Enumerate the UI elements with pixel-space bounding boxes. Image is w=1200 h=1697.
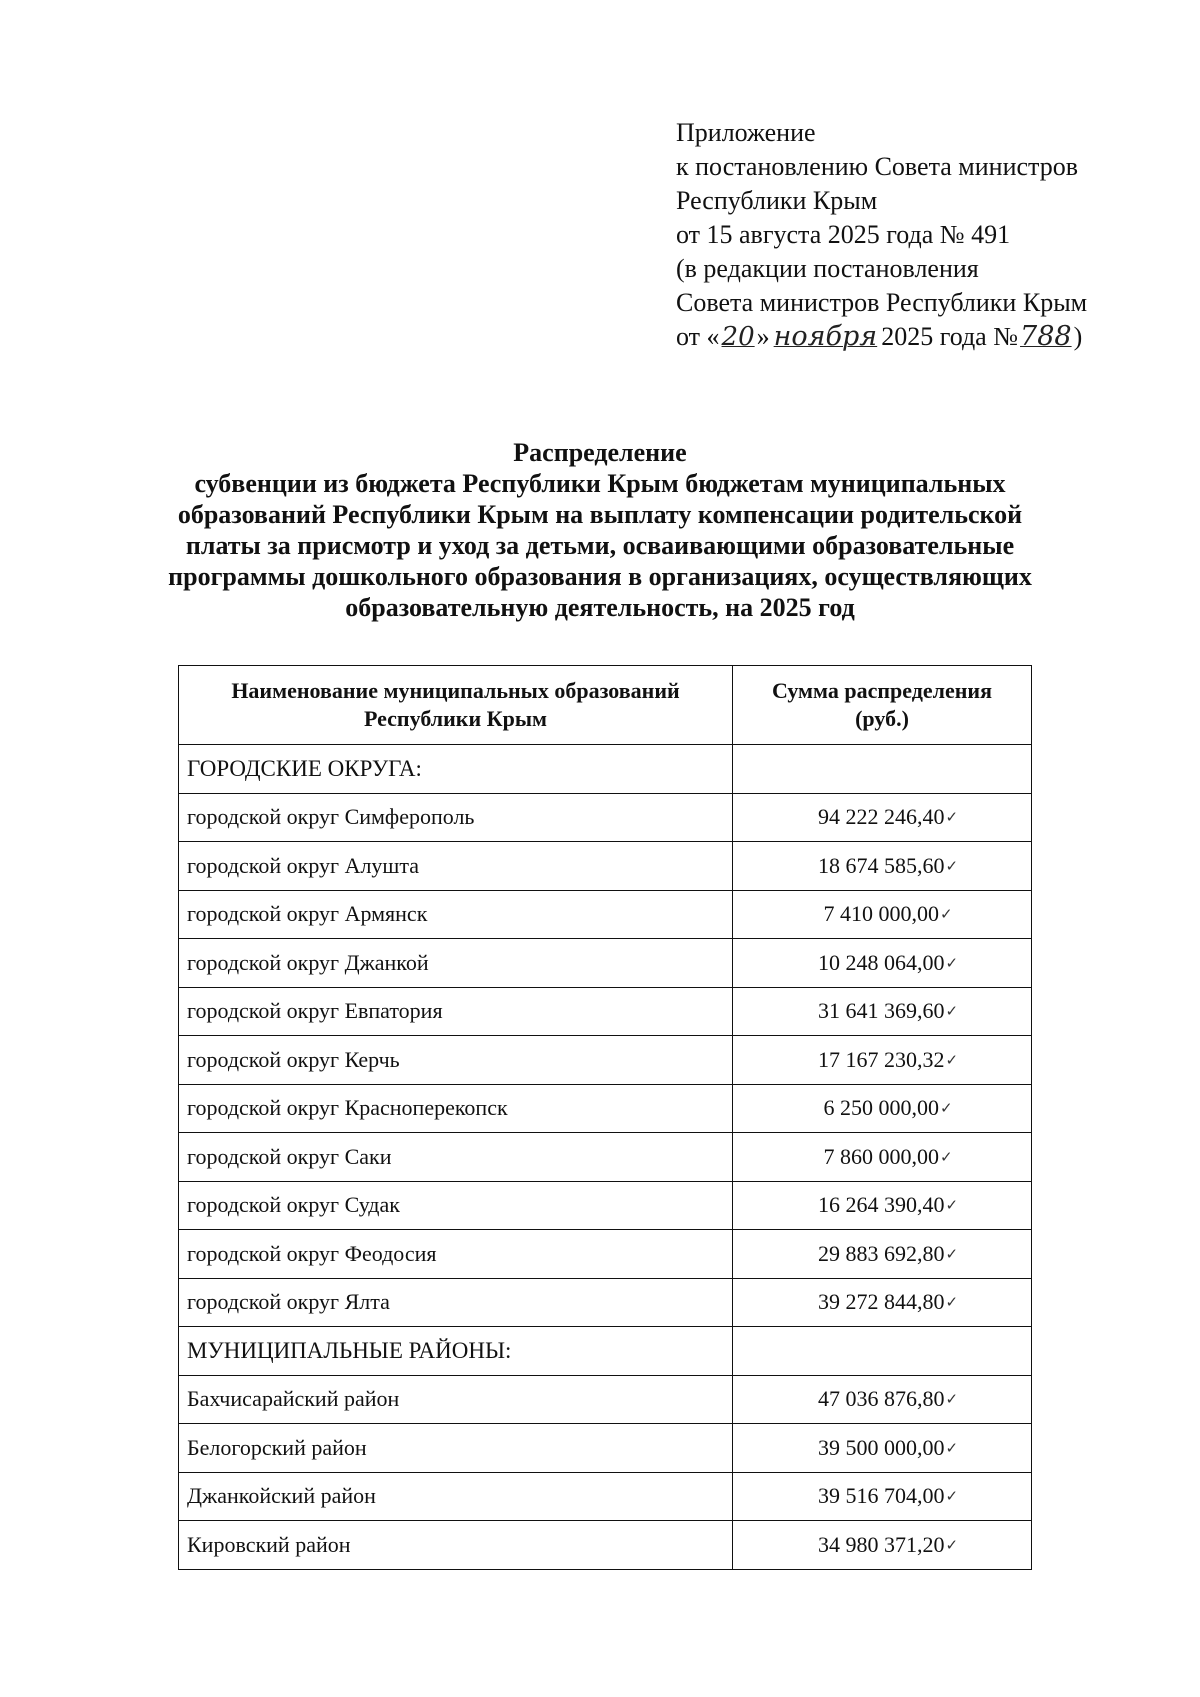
amount-value: 39 516 704,00 <box>817 1483 945 1509</box>
edition-suffix: ) <box>1073 322 1083 351</box>
table-body <box>179 745 1032 1570</box>
table-row <box>179 793 1032 842</box>
municipality-name: городской округ Армянск <box>179 890 733 939</box>
table-row <box>179 1472 1032 1521</box>
amount-value: 39 272 844,80 <box>817 1289 945 1315</box>
title-line: субвенции из бюджета Республики Крым бюджетам муниципальных <box>194 469 1006 498</box>
municipality-name: городской округ Ялта <box>179 1278 733 1327</box>
amount-cell <box>733 939 1032 988</box>
checkmark-icon: ✓ <box>945 1489 959 1506</box>
checkmark-icon: ✓ <box>945 1392 959 1409</box>
municipality-name: городской округ Евпатория <box>179 987 733 1036</box>
annex-line: Приложение <box>676 118 816 147</box>
table-row <box>179 842 1032 891</box>
checkmark-icon: ✓ <box>945 1295 959 1312</box>
distribution-table <box>178 665 1032 1570</box>
amount-cell <box>733 1133 1032 1182</box>
annex-line: от 15 августа 2025 года № 491 <box>676 220 1011 249</box>
municipality-name: городской округ Феодосия <box>179 1230 733 1279</box>
section-row <box>179 1327 1032 1376</box>
amount-value: 94 222 246,40 <box>817 804 945 830</box>
amount-cell <box>733 1084 1032 1133</box>
checkmark-icon: ✓ <box>945 858 959 875</box>
municipality-name: городской округ Алушта <box>179 842 733 891</box>
checkmark-icon: ✓ <box>945 1004 959 1021</box>
document-title <box>140 437 1060 623</box>
checkmark-icon: ✓ <box>939 907 953 924</box>
header-amount-line2: (руб.) <box>855 706 909 731</box>
amount-cell <box>733 842 1032 891</box>
municipality-name: городской округ Судак <box>179 1181 733 1230</box>
amount-cell <box>733 745 1032 794</box>
municipality-name: городской округ Джанкой <box>179 939 733 988</box>
handwritten-day: 20 <box>721 322 755 352</box>
table-row <box>179 1036 1032 1085</box>
title-line: платы за присмотр и уход за детьми, осваивающими образовательные <box>185 531 1015 560</box>
municipality-name: городской округ Красноперекопск <box>179 1084 733 1133</box>
edition-year: 2025 года № <box>881 322 1019 351</box>
header-municipality-line1: Наименование муниципальных образований <box>231 678 680 703</box>
amount-value: 39 500 000,00 <box>817 1434 945 1460</box>
checkmark-icon: ✓ <box>945 955 959 972</box>
amount-cell <box>733 1521 1032 1570</box>
amount-cell <box>733 1375 1032 1424</box>
annex-block <box>676 116 1087 354</box>
municipality-name: Бахчисарайский район <box>179 1375 733 1424</box>
annex-line: Совета министров Республики Крым <box>676 288 1088 317</box>
table-row <box>179 1181 1032 1230</box>
amount-cell <box>733 890 1032 939</box>
amount-cell <box>733 1181 1032 1230</box>
handwritten-month: ноября <box>773 321 878 352</box>
handwritten-number: 788 <box>1020 321 1072 352</box>
table-row <box>179 939 1032 988</box>
checkmark-icon: ✓ <box>945 810 959 827</box>
checkmark-icon: ✓ <box>945 1440 959 1457</box>
amount-value: 29 883 692,80 <box>817 1240 945 1266</box>
table-row <box>179 987 1032 1036</box>
amount-value: 18 674 585,60 <box>817 852 945 878</box>
title-line: Распределение <box>513 438 687 467</box>
annex-edition-date-line <box>676 320 1087 354</box>
header-municipality <box>179 666 733 745</box>
table-row <box>179 1084 1032 1133</box>
table-row <box>179 1424 1032 1473</box>
amount-cell <box>733 1036 1032 1085</box>
amount-value: 31 641 369,60 <box>817 998 945 1024</box>
table-row <box>179 1375 1032 1424</box>
amount-value: 16 264 390,40 <box>817 1192 945 1218</box>
annex-line: Республики Крым <box>676 186 878 215</box>
municipality-name: МУНИЦИПАЛЬНЫЕ РАЙОНЫ: <box>179 1327 733 1376</box>
table-row <box>179 890 1032 939</box>
municipality-name: Кировский район <box>179 1521 733 1570</box>
edition-sep: » <box>756 322 770 351</box>
checkmark-icon: ✓ <box>945 1052 959 1069</box>
amount-value: 17 167 230,32 <box>817 1046 945 1072</box>
municipality-name: городской округ Керчь <box>179 1036 733 1085</box>
municipality-name: городской округ Саки <box>179 1133 733 1182</box>
annex-line: к постановлению Совета министров <box>676 152 1078 181</box>
checkmark-icon: ✓ <box>939 1149 953 1166</box>
municipality-name: Белогорский район <box>179 1424 733 1473</box>
checkmark-icon: ✓ <box>945 1537 959 1554</box>
title-line: программы дошкольного образования в организациях, осуществляющих <box>168 562 1032 591</box>
header-amount-line1: Сумма распределения <box>771 678 992 703</box>
table-row <box>179 1230 1032 1279</box>
municipality-name: городской округ Симферополь <box>179 793 733 842</box>
title-line: образовательную деятельность, на 2025 год <box>345 593 855 622</box>
checkmark-icon: ✓ <box>939 1101 953 1118</box>
municipality-name: Джанкойский район <box>179 1472 733 1521</box>
table-header-row <box>179 666 1032 745</box>
checkmark-icon: ✓ <box>945 1246 959 1263</box>
amount-cell <box>733 987 1032 1036</box>
section-row <box>179 745 1032 794</box>
header-municipality-line2: Республики Крым <box>363 706 547 731</box>
amount-cell <box>733 793 1032 842</box>
amount-cell <box>733 1327 1032 1376</box>
amount-value: 6 250 000,00 <box>823 1095 939 1121</box>
table-row <box>179 1133 1032 1182</box>
amount-cell <box>733 1278 1032 1327</box>
header-amount <box>733 666 1032 745</box>
edition-prefix: от « <box>676 322 720 351</box>
amount-value: 7 410 000,00 <box>823 901 939 927</box>
municipality-name: ГОРОДСКИЕ ОКРУГА: <box>179 745 733 794</box>
table-row <box>179 1521 1032 1570</box>
table-row <box>179 1278 1032 1327</box>
amount-cell <box>733 1424 1032 1473</box>
amount-value: 47 036 876,80 <box>817 1386 945 1412</box>
amount-value: 34 980 371,20 <box>817 1531 945 1557</box>
checkmark-icon: ✓ <box>945 1198 959 1215</box>
amount-value: 10 248 064,00 <box>817 949 945 975</box>
amount-cell <box>733 1230 1032 1279</box>
title-line: образований Республики Крым на выплату компенсации родительской <box>177 500 1023 529</box>
amount-value: 7 860 000,00 <box>823 1143 939 1169</box>
amount-cell <box>733 1472 1032 1521</box>
annex-line: (в редакции постановления <box>676 254 979 283</box>
